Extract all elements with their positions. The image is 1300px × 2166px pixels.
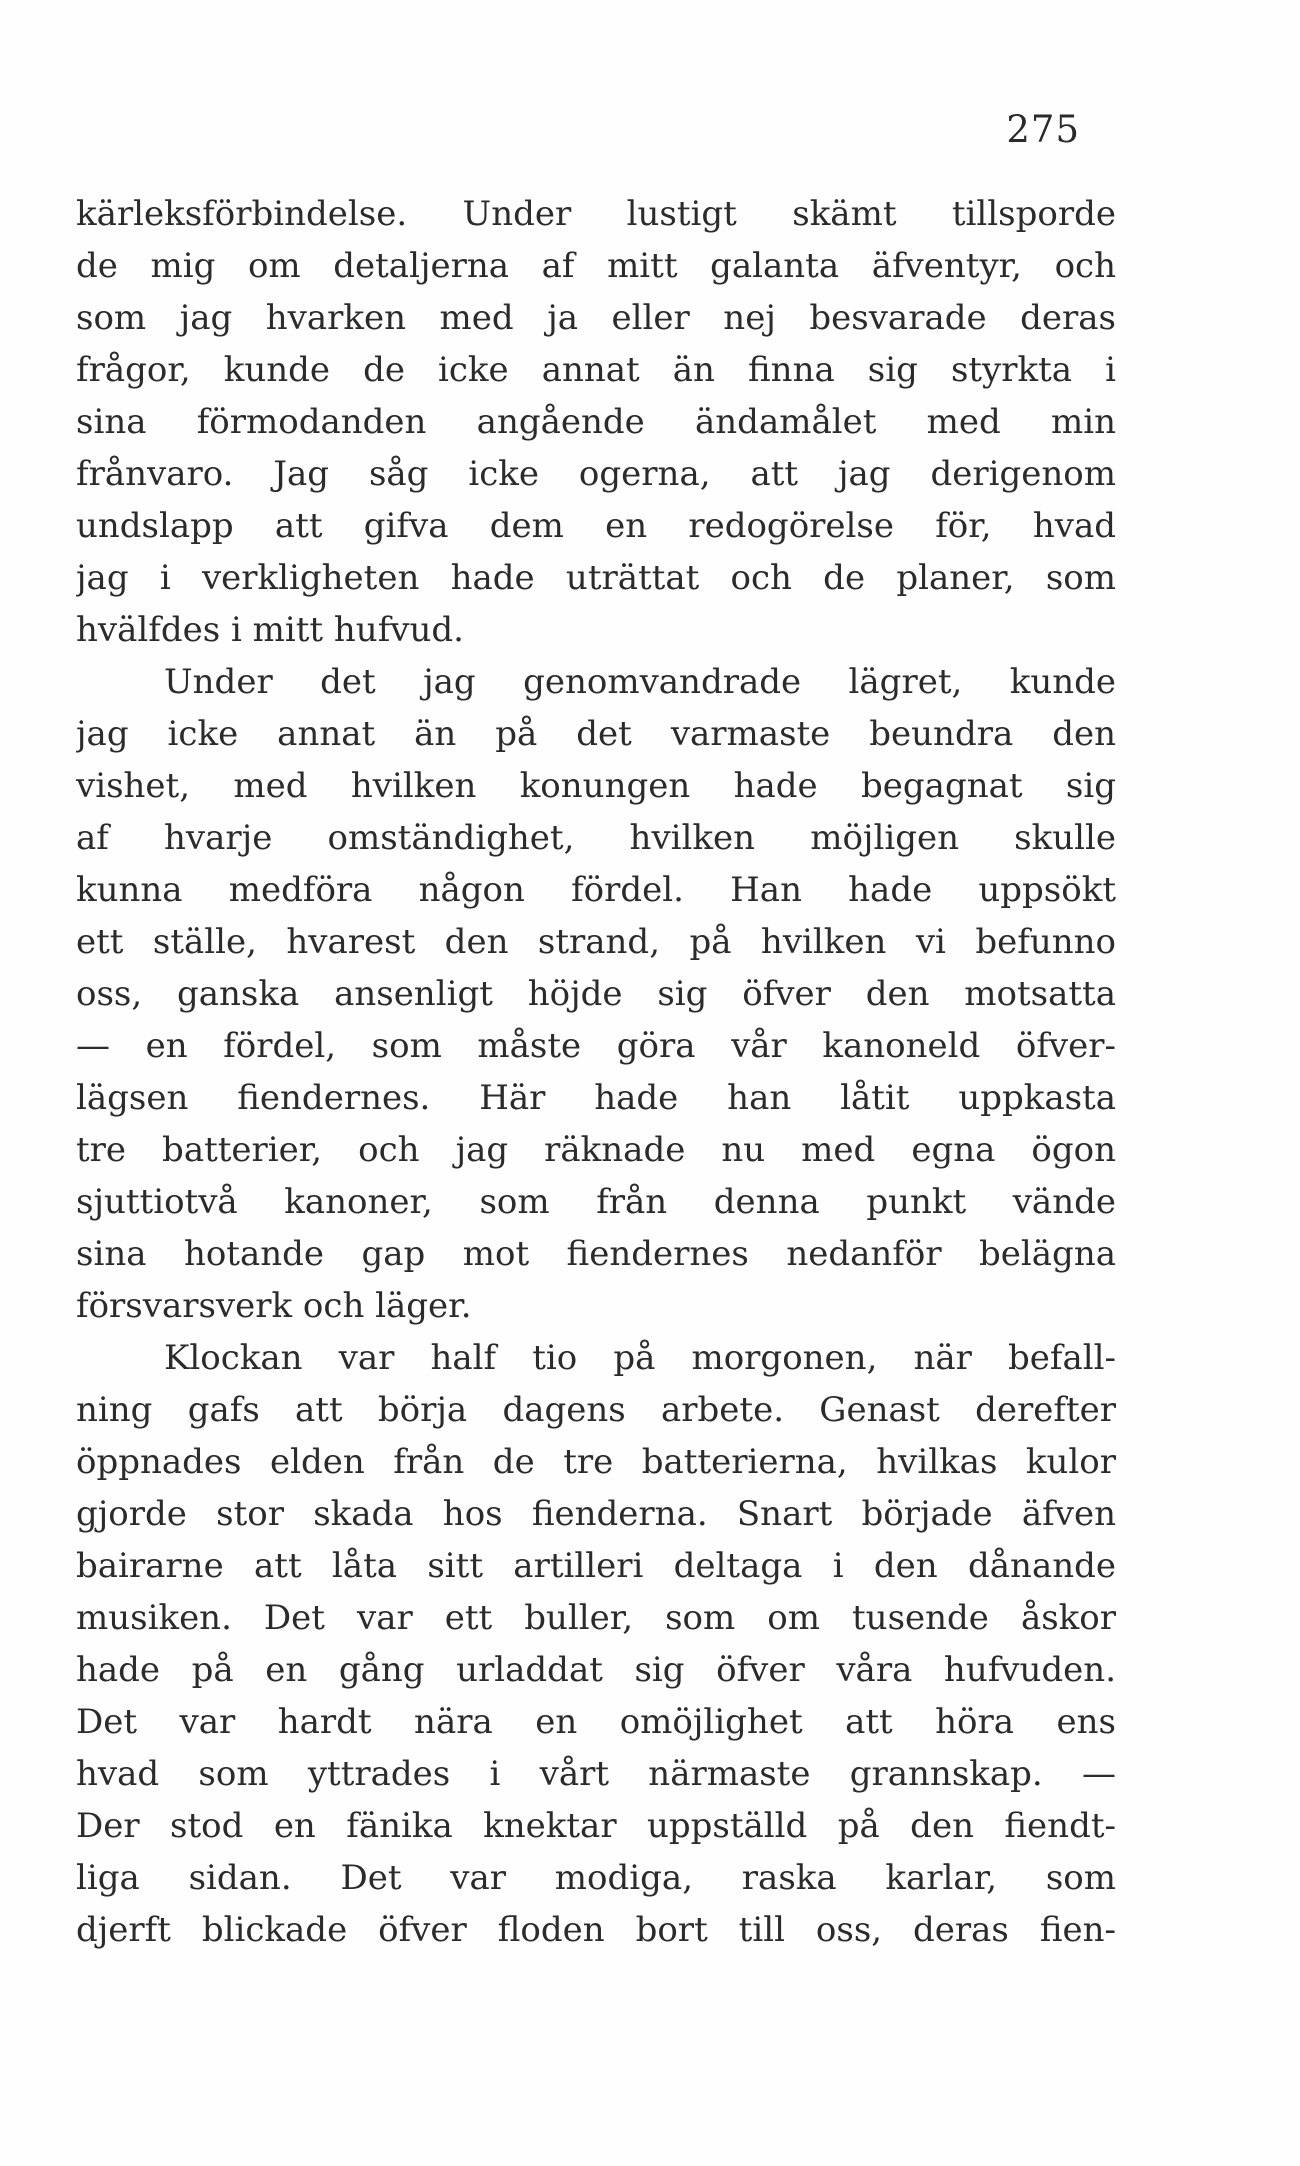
- text-line: tre batterier, och jag räknade nu med egna ögon: [76, 1130, 1116, 1170]
- text-line: — en fördel, som måste göra vår kanoneld öfver-: [76, 1026, 1116, 1066]
- text-line: som jag hvarken med ja eller nej besvarade deras: [76, 298, 1116, 338]
- text-line: bairarne att låta sitt artilleri deltaga i den dånande: [76, 1546, 1116, 1586]
- text-line: gjorde stor skada hos fienderna. Snart började äfven: [76, 1494, 1116, 1534]
- text-line: kärleksförbindelse. Under lustigt skämt tillsporde: [76, 194, 1116, 234]
- text-line: Det var hardt nära en omöjlighet att höra ens: [76, 1702, 1116, 1742]
- text-line: försvarsverk och läger.: [76, 1286, 472, 1326]
- text-line: sina hotande gap mot fiendernes nedanför belägna: [76, 1234, 1116, 1274]
- text-line: liga sidan. Det var modiga, raska karlar, som: [76, 1858, 1116, 1898]
- text-line: Der stod en fänika knektar uppställd på den fiendt-: [76, 1806, 1116, 1846]
- text-line: ning gafs att börja dagens arbete. Genast derefter: [76, 1390, 1116, 1430]
- text-line: hade på en gång urladdat sig öfver våra hufvuden.: [76, 1650, 1116, 1690]
- text-line: vishet, med hvilken konungen hade begagnat sig: [76, 766, 1116, 806]
- text-line: undslapp att gifva dem en redogörelse för, hvad: [76, 506, 1116, 546]
- text-line: kunna medföra någon fördel. Han hade uppsökt: [76, 870, 1116, 910]
- text-line: frånvaro. Jag såg icke ogerna, att jag derigenom: [76, 454, 1116, 494]
- text-line: Klockan var half tio på morgonen, när befall-: [164, 1338, 1116, 1378]
- text-line: öppnades elden från de tre batterierna, hvilkas kulor: [76, 1442, 1116, 1482]
- text-line: hvälfdes i mitt hufvud.: [76, 610, 464, 650]
- text-line: jag i verkligheten hade uträttat och de planer, som: [76, 558, 1116, 598]
- page-number: 275: [1006, 108, 1080, 151]
- text-line: djerft blickade öfver floden bort till oss, deras fien-: [76, 1910, 1116, 1950]
- text-line: musiken. Det var ett buller, som om tusende åskor: [76, 1598, 1116, 1638]
- text-line: af hvarje omständighet, hvilken möjligen skulle: [76, 818, 1116, 858]
- text-line: oss, ganska ansenligt höjde sig öfver den motsatta: [76, 974, 1116, 1014]
- text-line: hvad som yttrades i vårt närmaste grannskap. —: [76, 1754, 1116, 1794]
- text-line: lägsen fiendernes. Här hade han låtit uppkasta: [76, 1078, 1116, 1118]
- body-text: [76, 188, 1116, 1956]
- text-line: ett ställe, hvarest den strand, på hvilken vi befunno: [76, 922, 1116, 962]
- text-line: sjuttiotvå kanoner, som från denna punkt vände: [76, 1182, 1116, 1222]
- text-line: de mig om detaljerna af mitt galanta äfventyr, och: [76, 246, 1116, 286]
- text-line: jag icke annat än på det varmaste beundra den: [76, 714, 1116, 754]
- text-line: frågor, kunde de icke annat än finna sig styrkta i: [76, 350, 1116, 390]
- text-line: Under det jag genomvandrade lägret, kunde: [164, 662, 1116, 702]
- text-line: sina förmodanden angående ändamålet med min: [76, 402, 1116, 442]
